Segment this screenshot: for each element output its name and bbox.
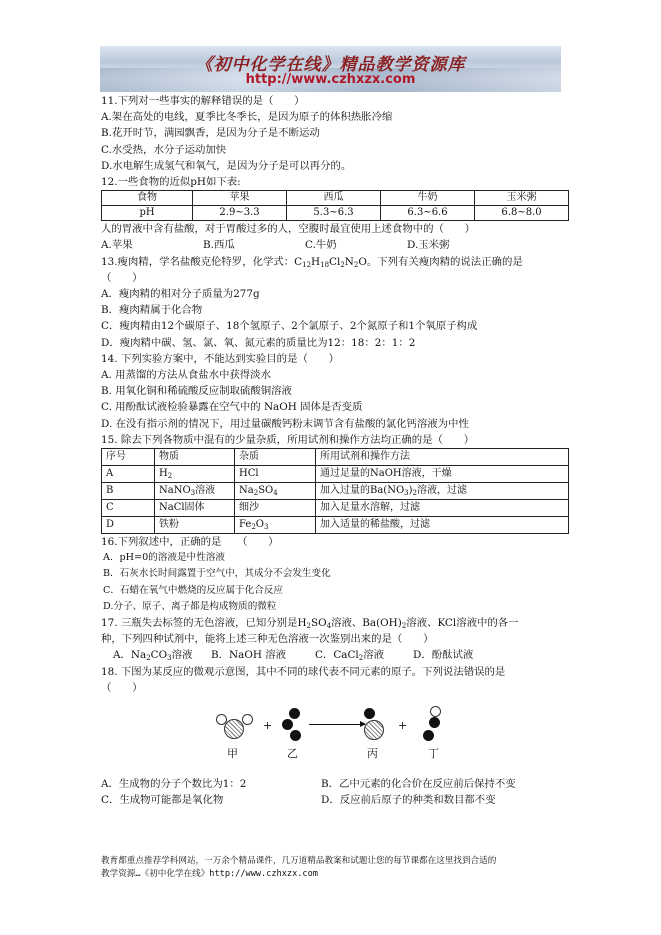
ph-header-cell: 西瓜 [287,191,381,206]
impurity-cell [235,483,316,500]
q12-option-b: B.西瓜 [203,239,235,252]
ph-header-cell: 食物 [102,191,193,206]
question-content [101,93,571,809]
formula-subscript: 2 [340,260,345,269]
q18-options-row2 [101,792,571,808]
ph-cell: 6.3~6.6 [381,206,475,221]
formula-subscript: 2 [306,622,311,631]
q18-option-a: A．生成物的分子个数比为1：2 [101,778,247,791]
molecule-yi [279,708,309,744]
q18-paren: （ ） [101,681,143,694]
q18-stem: 18. 下图为某反应的微观示意图，其中不同的球代表不同元素的原子。下列说法错误的是 [101,665,506,678]
q17-text: A．Na [113,649,147,662]
q13-paren: （ ） [101,271,143,284]
impurity-cell: C [102,500,155,517]
q12-options [101,237,571,253]
impurity-cell [316,483,569,500]
formula-subscript: 2 [251,523,256,532]
method-text: 加入过量的Ba(NO [320,485,405,497]
q17-text: CO [150,649,168,662]
molecule-bing [361,708,391,748]
formula-subscript: 3 [167,654,172,663]
impurity-cell: 加入足量水溶解，过滤 [316,500,569,517]
q17-option-b: B．NaOH 溶液 [211,649,286,662]
ph-cell: 5.3~6.3 [287,206,381,221]
q18-option-b: B．乙中元素的化合价在反应前后保持不变 [321,778,516,791]
q15-stem: 15. 除去下列各物质中混有的少量杂质，所用试剂和操作方法均正确的是（ ） [101,433,475,446]
q17-option-c [315,647,413,663]
plus-sign: + [263,719,273,733]
label-ding: 丁 [428,747,439,761]
formula-subscript: 3 [404,489,409,498]
impurity-cell: D [102,517,155,534]
q13-stem-text: O。下列有关瘦肉精的说法正确的是 [358,255,523,268]
impurity-header-cell: 物质 [155,449,235,466]
impurity-cell: 加入适量的稀盐酸，过滤 [316,517,569,534]
q18-options-row1 [101,776,571,792]
q17-option-d: D．酚酞试液 [413,649,474,662]
molecule-jia [216,712,256,742]
q17-text: 溶液、KCl溶液中的各一 [406,617,519,630]
formula-subscript: 2 [358,654,364,663]
impurity-table-header [102,449,569,466]
impurity-table-row [102,500,569,517]
method-text: ) [408,485,413,497]
reaction-arrow [309,724,365,725]
formula-text: H [311,255,321,268]
q13-stem [101,254,571,270]
impurity-cell [155,466,235,483]
label-bing: 丙 [367,747,378,761]
q16-stem: 16.下列叙述中，正确的是 （ ） [101,536,279,549]
q17-options [101,647,571,663]
black-atom [282,719,293,730]
header-banner [100,46,561,92]
q11-option-c: C.水受热，水分子运动加快 [101,143,227,156]
ph-header-cell: 牛奶 [381,191,475,206]
q16-option-b: B．石灰水长时间露置于空气中，其成分不会发生变化 [103,568,331,580]
formula-subscript: 2 [353,260,359,269]
black-atom [364,708,375,719]
impurity-cell: HCl [235,466,316,483]
black-atom [289,708,300,719]
molecule-ding [421,706,451,746]
q13-option-d: D．瘦肉精中碳、氢、氯、氧、氮元素的质量比为12：18：2：1：2 [101,336,416,349]
method-text: 溶液，过滤 [417,485,468,497]
q11-option-b: B.花开时节，满园飘香，是因为分子是不断运动 [101,127,320,140]
q17-text: 溶液、Ba(OH) [331,617,402,630]
label-yi: 乙 [287,747,298,761]
q12-option-d: D.玉米粥 [407,239,450,252]
q14-option-d: D. 在没有指示剂的情况下，用过量碳酸钙粉末调节含有盐酸的氯化钙溶液为中性 [101,417,469,430]
q14-stem: 14. 下列实验方案中，不能达到实验目的是（ ） [101,352,340,365]
ph-cell: 6.8~8.0 [475,206,569,221]
formula-subscript: 2 [253,489,259,498]
q12-question: 人的胃液中含有盐酸，对于胃酸过多的人，空腹时最宜使用上述食物中的（ ） [101,223,476,236]
formula-text: 溶液 [195,485,216,497]
banner-url[interactable]: http://www.czhxzx.com [245,72,416,87]
impurity-header-cell: 序号 [102,449,155,466]
ph-cell: 2.9~3.3 [193,206,287,221]
ph-header-cell: 苹果 [193,191,287,206]
impurity-header-cell: 所用试剂和操作方法 [316,449,569,466]
q17-stem [101,615,571,631]
impurity-table-row [102,517,569,534]
impurity-cell: B [102,483,155,500]
formula-text: SO [258,485,274,497]
formula-subscript: 2 [167,472,173,481]
formula-text: Na [239,485,254,497]
black-atom [429,717,440,728]
q13-stem-text: 13.瘦肉精，学名盐酸克伦特罗，化学式：C [101,255,303,268]
impurity-cell [155,483,235,500]
plus-sign: + [398,719,408,733]
impurity-header-cell: 杂质 [235,449,316,466]
reaction-diagram [1,702,571,762]
q18-option-c: C．生成物可能都是氧化物 [101,794,224,807]
q13-option-b: B．瘦肉精属于化合物 [101,304,203,317]
impurity-cell [235,517,316,534]
impurity-cell: 通过足量的NaOH溶液，干燥 [316,466,569,483]
q17-text: 溶液 [171,649,193,662]
q14-option-a: A. 用蒸馏的方法从食盐水中获得淡水 [101,369,271,382]
q12-option-a: A.苹果 [101,239,133,252]
q17-option-a [103,647,211,663]
q13-option-a: A．瘦肉精的相对分子质量为277g [101,288,260,301]
impurity-cell: 铁粉 [155,517,235,534]
formula-text: NaNO [159,485,191,497]
q12-stem: 12.一些食物的近似pH如下表: [101,176,241,189]
q13-option-c: C．瘦肉精由12个碳原子、18个氢原子、2个氯原子、2个氮原子和1个氧原子构成 [101,320,478,333]
formula-text: Fe [239,519,252,531]
formula-subscript: 12 [302,260,312,269]
q17-text: C．CaCl [315,649,359,662]
large-hatched-atom [364,720,384,740]
formula-text: O [255,519,264,531]
page-footer [101,855,571,881]
footer-line-2: 教学资源…《初中化学在线》http://www.czhxzx.com [101,869,318,879]
q17-text: SO [311,617,327,630]
small-white-atom [242,714,253,725]
formula-subscript: 4 [326,622,332,631]
q14-option-b: B. 用氧化铜和稀硫酸反应制取硫酸铜溶液 [101,385,292,398]
label-jia: 甲 [227,747,238,761]
impurity-cell: A [102,466,155,483]
ph-table-row [102,206,569,221]
q17-text: 17. 三瓶失去标签的无色溶液，已知分别是H [101,617,307,630]
q16-option-a: A．pH=0的溶液是中性溶液 [103,552,225,564]
q12-option-c: C.牛奶 [305,239,337,252]
formula-subscript: 2 [401,622,407,631]
formula-text: N [344,255,354,268]
ph-header-cell: 玉米粥 [475,191,569,206]
black-atom [423,730,434,741]
q11-stem: 11.下列对一些事实的解释错误的是（ ） [101,95,305,107]
impurity-table-row [102,466,569,483]
impurity-table-row [102,483,569,500]
impurity-table [101,448,569,534]
black-atom [290,730,301,741]
q14-option-c: C. 用酚酞试液检验暴露在空气中的 NaOH 固体是否变质 [101,401,363,414]
large-hatched-atom [224,719,244,739]
q11-option-a: A.架在高处的电线，夏季比冬季长，是因为原子的体积热胀冷缩 [101,111,393,124]
small-white-atom [430,706,441,717]
impurity-cell: 细沙 [235,500,316,517]
banner-title: 《初中化学在线》精品教学资源库 [195,55,466,75]
ph-table [101,190,569,221]
formula-subscript: 3 [190,489,196,498]
q16-option-c: C．石蜡在氧气中燃烧的反应属于化合反应 [103,584,284,596]
ph-table-header [102,191,569,206]
footer-line-1: 教育都重点推荐学科网站，一万余个精品课件，几万道精品教案和试题让您的每节课都在这里找到合适的 [101,856,497,866]
impurity-cell: NaCl固体 [155,500,235,517]
formula-subscript: 18 [320,260,330,269]
q16-option-d: D.分子、原子、离子都是构成物质的微粒 [103,600,277,612]
formula-text: Cl [329,255,341,268]
q17-line2: 种，下列四种试剂中，能将上述三种无色溶液一次鉴别出来的是（ ） [101,633,434,646]
formula-subscript: 4 [273,489,278,498]
formula-subscript: 2 [412,489,418,498]
ph-cell: pH [102,206,193,221]
formula-text: H [159,468,168,480]
q17-text: 溶液 [363,649,385,662]
formula-subscript: 2 [146,654,151,663]
q18-option-d: D．反应前后原子的种类和数目都不变 [321,794,496,807]
formula-subscript: 3 [263,523,269,532]
q11-option-d: D.水电解生成氢气和氧气，是因为分子是可以再分的。 [101,159,352,172]
